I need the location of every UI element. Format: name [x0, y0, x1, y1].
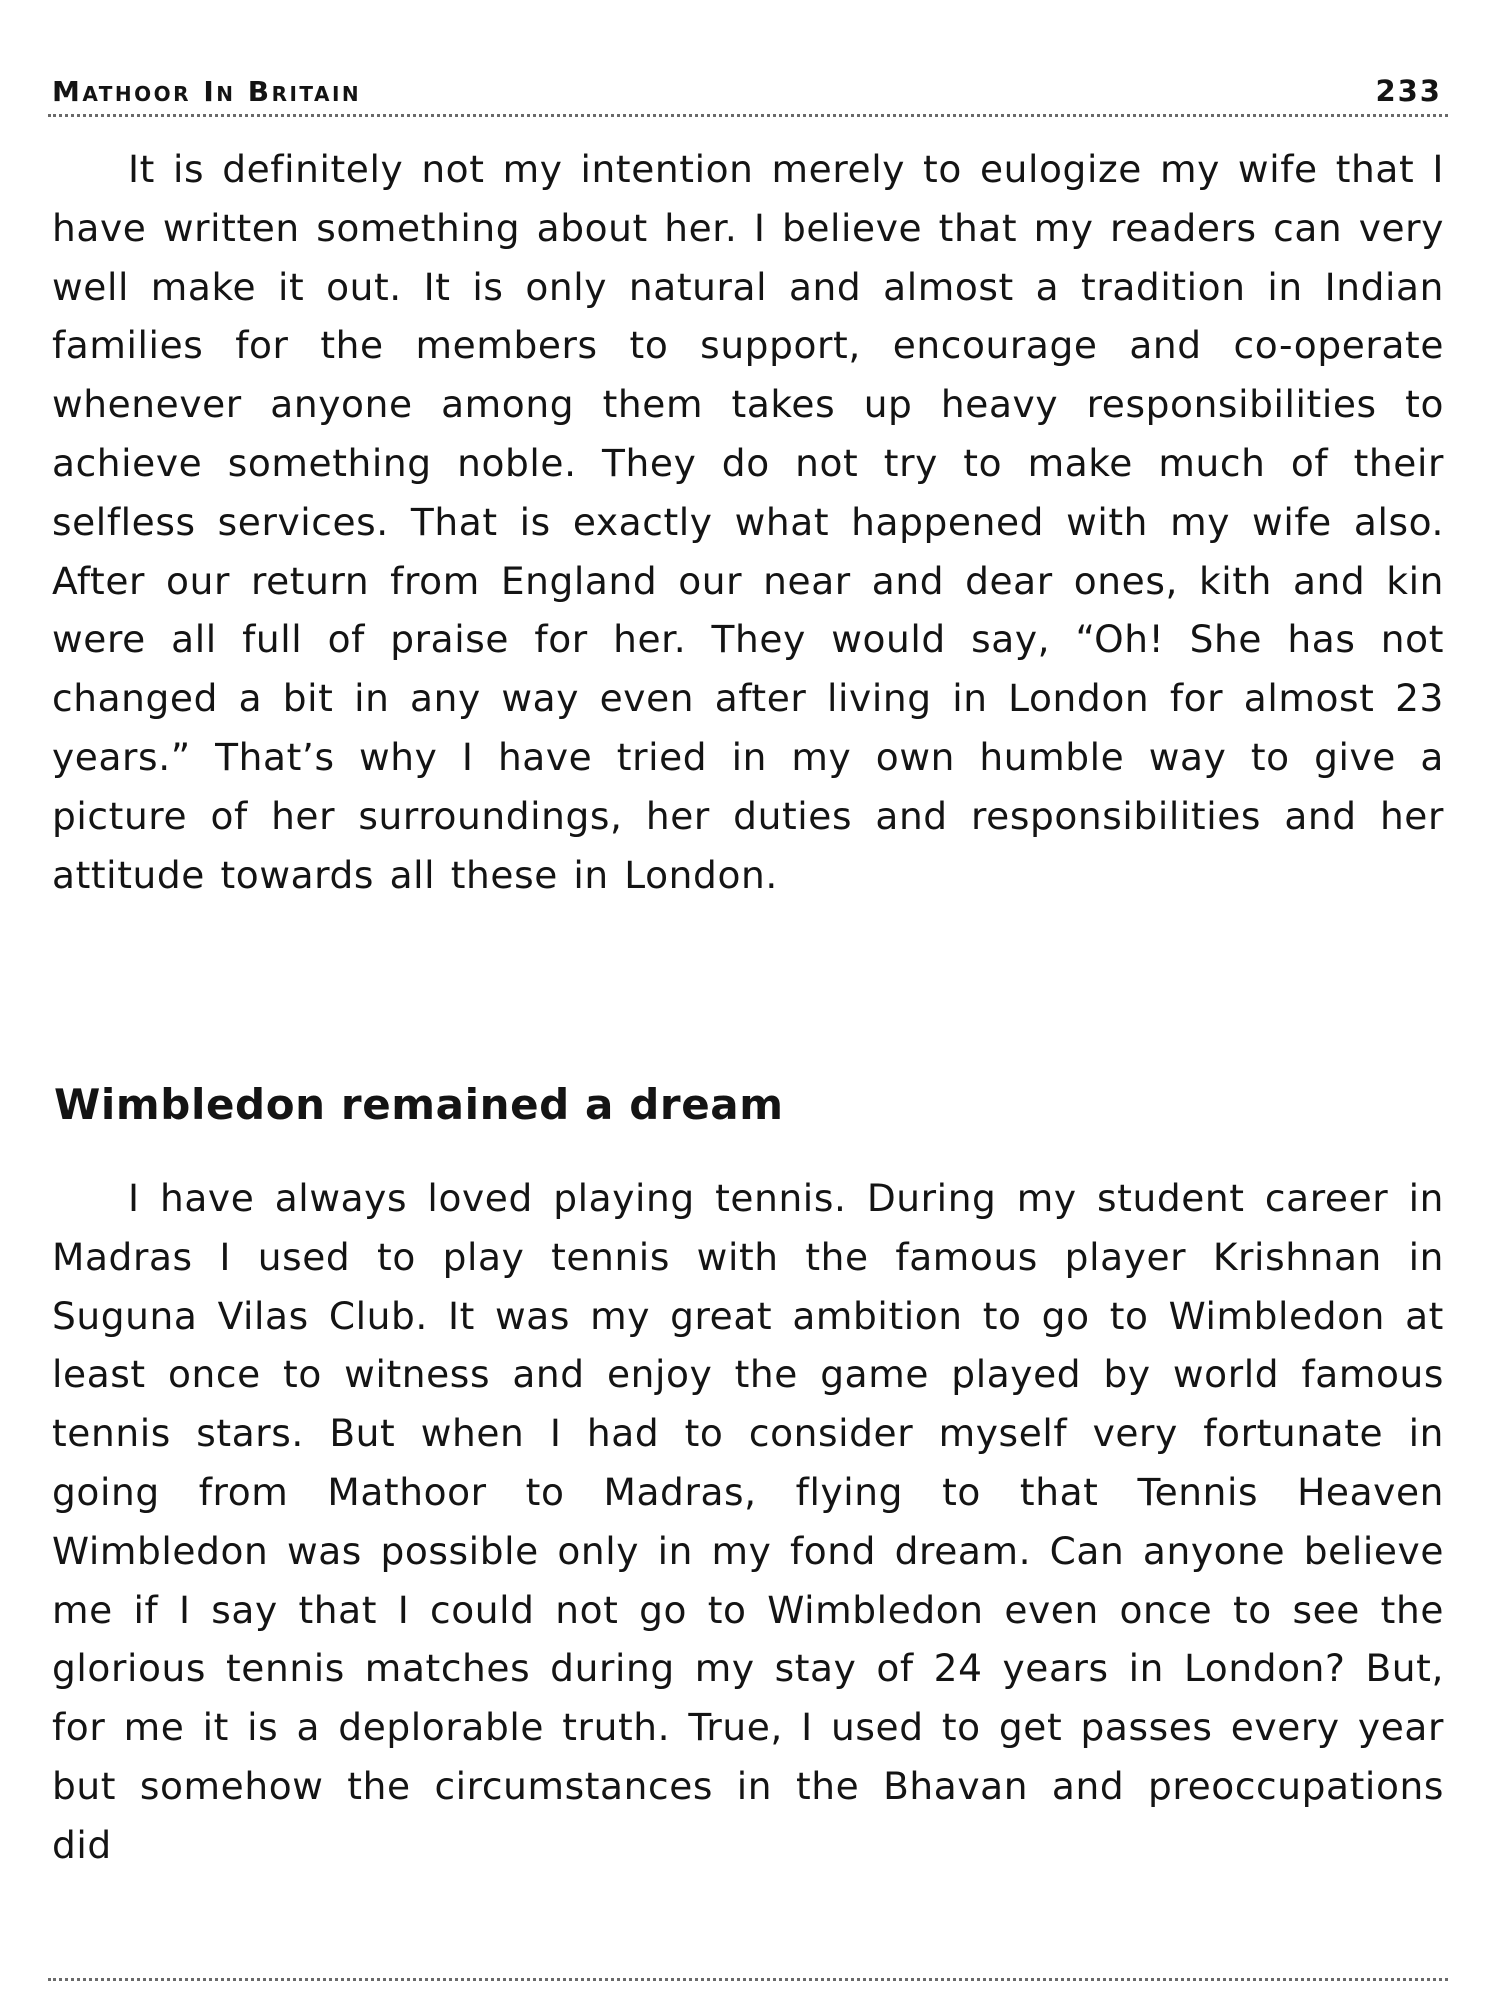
paragraph-wimbledon [52, 1169, 1444, 1875]
paragraph-text: It is definitely not my intention merely to eulogize my wife that I have written something about her. I believe that my readers can very well make it out. It is only natural and almost a tradition in Indian families for the members to support, encourage and co-operate whenever anyone among them takes up heavy responsibilities to achieve something noble. They do not try to make much of their selfless services. That is exactly what happened with my wife also. After our return from England our near and dear ones, kith and kin were all full of praise for her. They would say, “Oh! She has not changed a bit in any way even after living in London for almost 23 years.” That’s why I have tried in my own humble way to give a picture of her surroundings, her duties and responsibilities and her attitude towards all these in London. [52, 147, 1444, 897]
running-title: Mathoor In Britain [52, 75, 362, 108]
footer-rule [48, 1978, 1448, 1981]
paragraph-text: I have always loved playing tennis. During my student career in Madras I used to play tennis with the famous player Krishnan in Suguna Vilas Club. It was my great ambition to go to Wimbledon at least once to witness and enjoy the game played by world famous tennis stars. But when I had to consider myself very fortunate in going from Mathoor to Madras, flying to that Tennis Heaven Wimbledon was possible only in my fond dream. Can anyone believe me if I say that I could not go to Wimbledon even once to see the glorious tennis matches during my stay of 24 years in London? But, for me it is a deplorable truth. True, I used to get passes every year but somehow the circumstances in the Bhavan and preoccupations did [52, 1176, 1444, 1867]
header-rule [48, 114, 1448, 117]
paragraph-wife [52, 140, 1444, 904]
running-head [52, 68, 1442, 108]
section-heading: Wimbledon remained a dream [54, 1080, 784, 1129]
page-number: 233 [1375, 74, 1442, 108]
